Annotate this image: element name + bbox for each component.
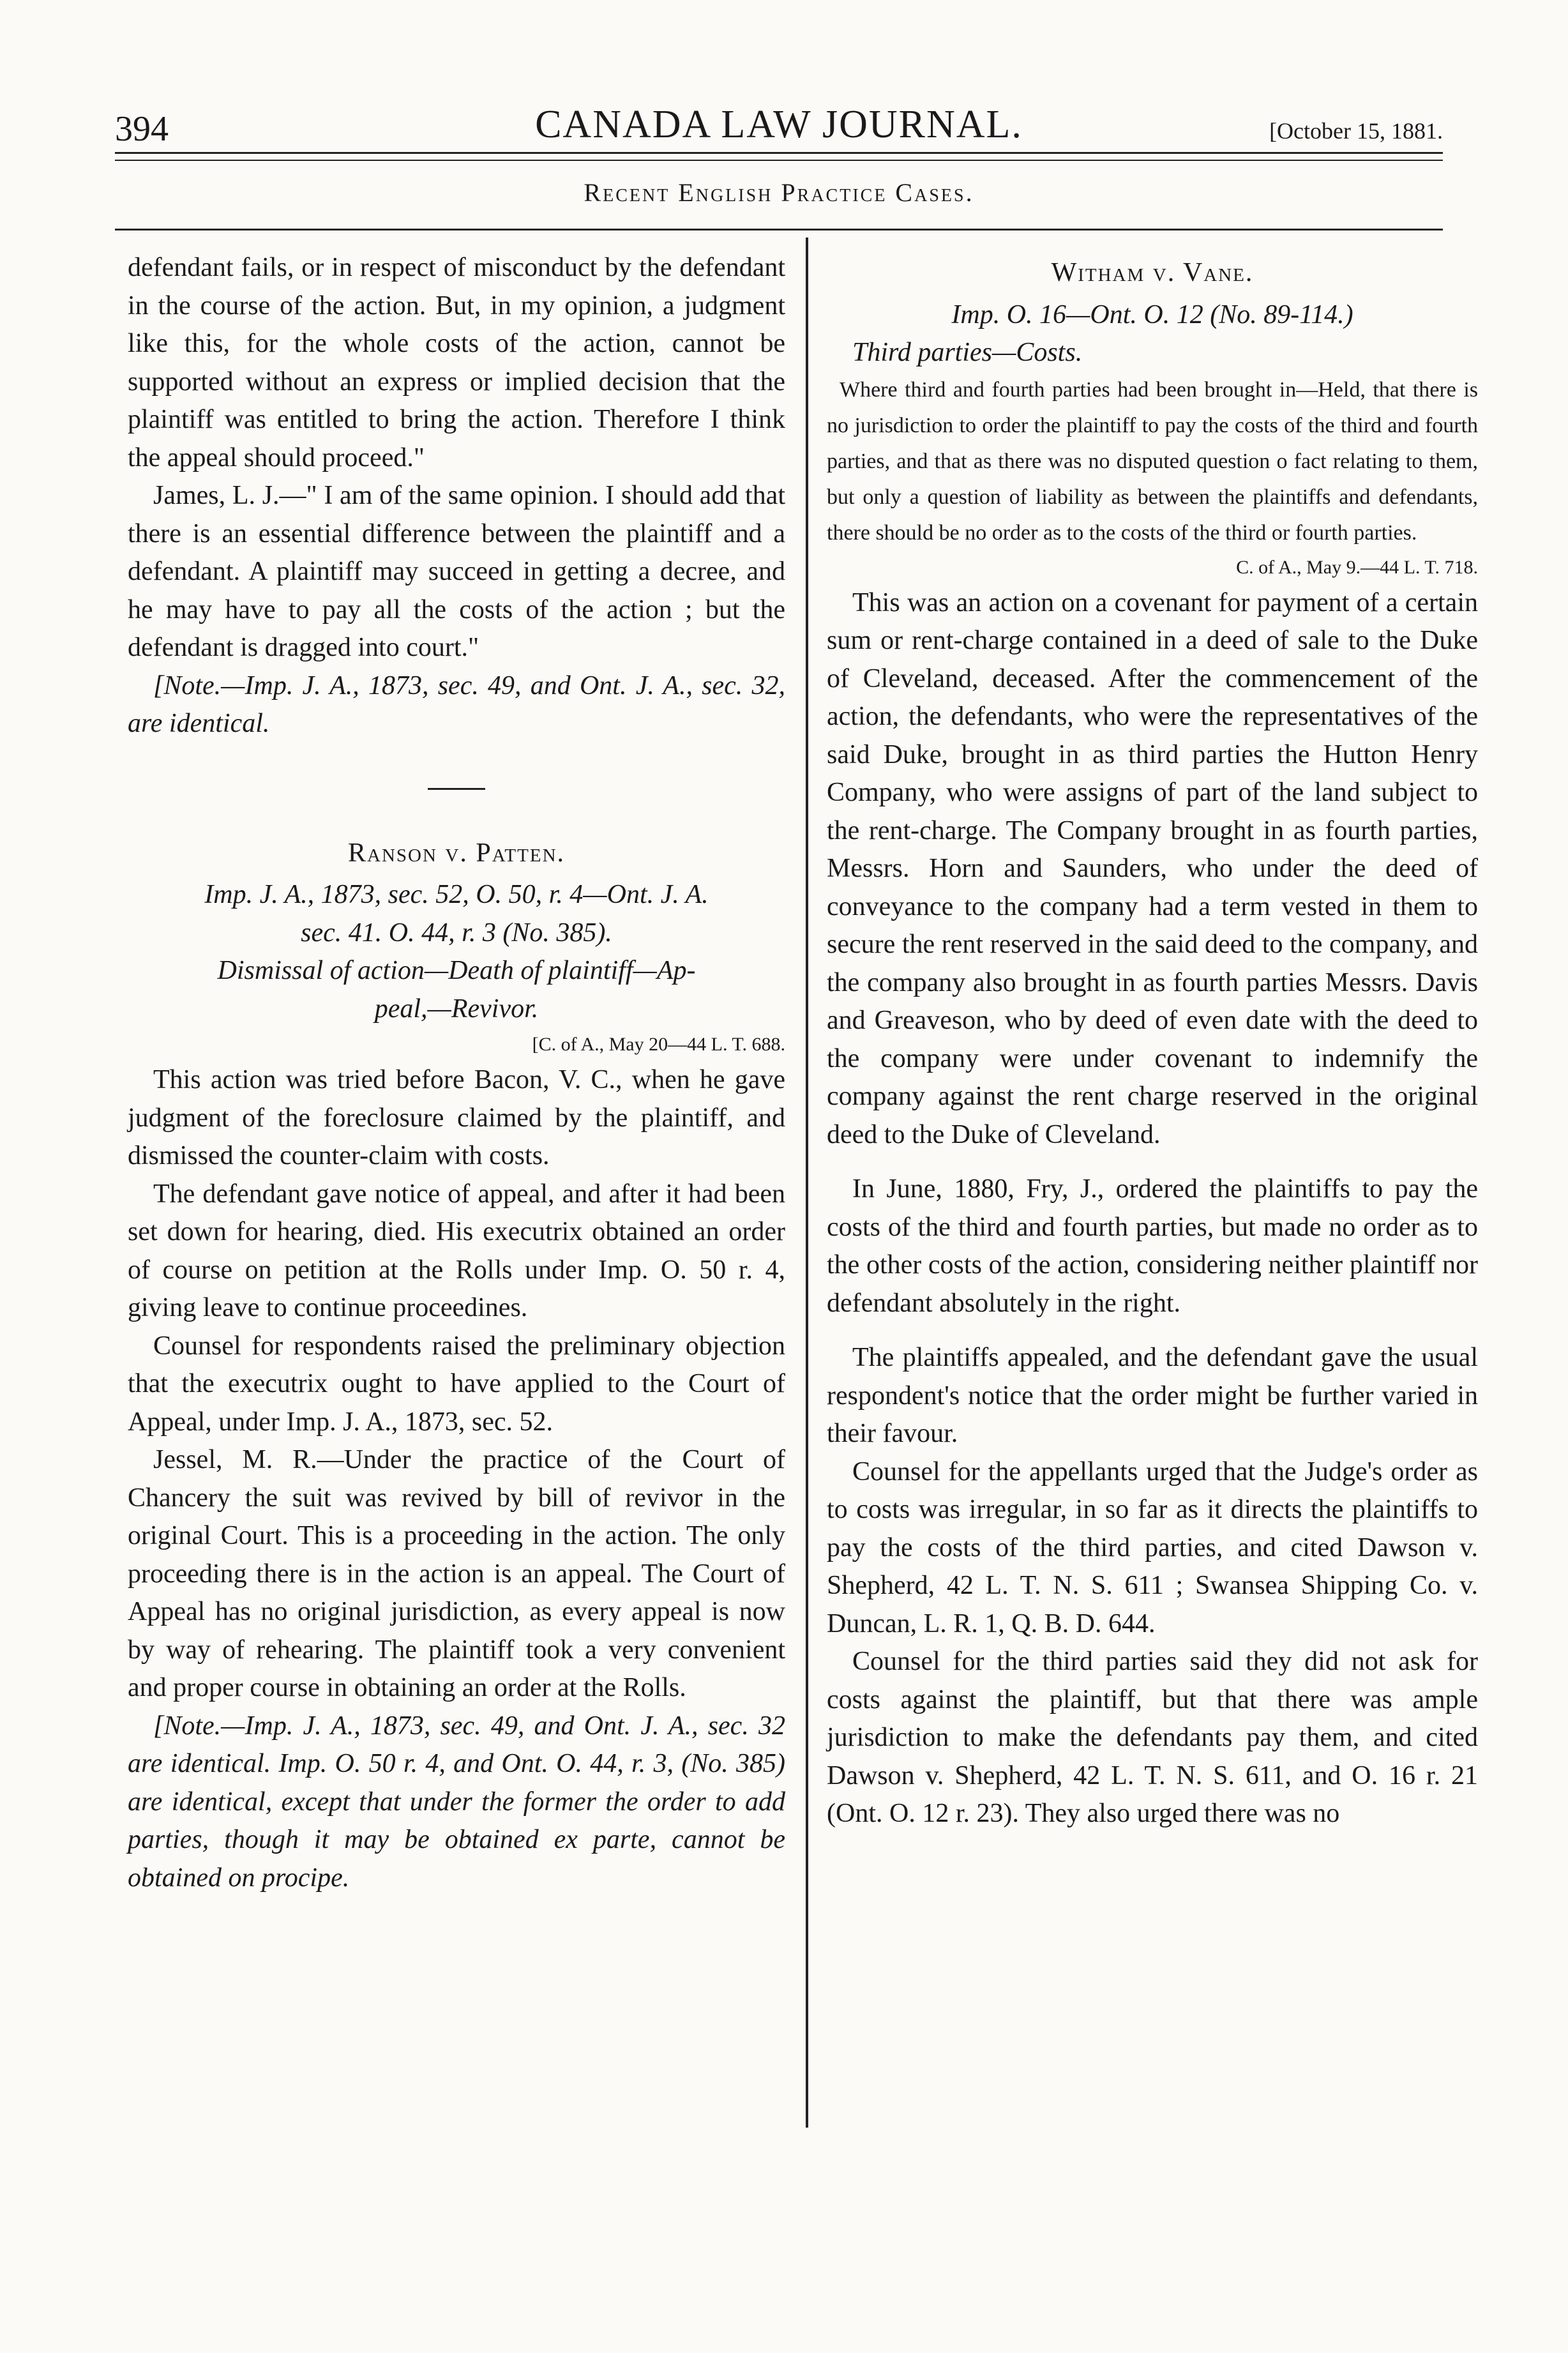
case-citation: [C. of A., May 20—44 L. T. 688. [532,1034,785,1055]
case-topic: peal,—Revivor. [374,994,539,1024]
paragraph: Jessel, M. R.—Under the practice of the Court of Chancery the suit was revived by bill of revivor in the original Court. This is a proceeding in the action. The only proceeding there is in the action is an appeal. The Court of Appeal has no original jurisdiction, as every appeal is now by way of rehearing. The plaintiff took a very convenient and proper course in obtaining an order at the Rolls. [128,1445,785,1702]
paragraph: Counsel for the appellants urged that the Judge's order as to costs was irregular, in so far as it directs the plaintiffs to pay the costs of the third parties, and cited Dawson v. Shepherd, 42 L. T. N. S. 611 ; Swansea Shipping Co. v. Duncan, L. R. 1, Q. B. D. 644. [827,1456,1478,1638]
paragraph: This was an action on a covenant for payment of a certain sum or rent-charge contained in a deed of sale to the Duke of Cleveland, deceased. After the commencement of the action, the defendants, who were the representatives of the said Duke, brought in as third parties the Hutton Henry Company, who were assigns of part of the land subject to the rent-charge. The Company brought in as fourth parties, Messrs. Horn and Saunders, who under the deed of conveyance to the company had a term vested in them to secure the rent reserved in the said deed to the company, and the company also brought in as fourth parties Messrs. Davis and Greaveson, who by deed of even date with the deed to the company were under covenant to indemnify the company against the rent charge reserved in the original deed to the Duke of Cleveland. [827,587,1478,1149]
paragraph: The defendant gave notice of appeal, and after it had been set down for hearing, died. His executrix obtained an order of course on petition at the Rolls under Imp. O. 50 r. 4, giving leave to continue proceedines. [128,1179,785,1322]
case-title: Ranson v. Patten. [347,838,566,868]
header-rule [115,152,1443,154]
page-number: 394 [115,109,169,149]
editor-note: [Note.—Imp. J. A., 1873, sec. 49, and Ont. J. A., sec. 32, are identical. [128,670,785,738]
paragraph: This action was tried before Bacon, V. C., when he gave judgment of the foreclosure claimed by the plaintiff, and dismissed the counter-claim with costs. [128,1065,785,1170]
case-topic: Dismissal of action—Death of plaintiff—Ap- [217,956,696,985]
paragraph: James, L. J.—" I am of the same opinion. I should add that there is an essential difference between the plaintiff and a defendant. A plaintiff may succeed in getting a decree, and he may have to pay all the costs of the action ; but the defendant is dragged into court." [128,481,785,662]
case-topic: Third parties—Costs. [852,338,1083,367]
headnote: Where third and fourth parties had been brought in—Held, that there is no jurisdiction to order the plaintiff to pay the costs of the third and fourth parties, and that as there was no disputed question o fact relating to them, but only a question of liability as between the plaintiffs and defendants, there should be no order as to the costs of the third or fourth parties. [827,377,1478,545]
paragraph: Counsel for the third parties said they did not ask for costs against the plaintiff, but that there was ample jurisdiction to make the defendants pay them, and cited Dawson v. Shepherd, 42 L. T. N. S. 611, and O. 16 r. 21 (Ont. O. 12 r. 23). They also urged there was no [827,1647,1478,1828]
left-column [128,249,785,1897]
issue-date: [October 15, 1881. [1269,118,1443,144]
header-rule-thin [115,160,1443,161]
case-citation: C. of A., May 9.—44 L. T. 718. [1236,556,1478,578]
spacer [827,1322,1478,1339]
paragraph: The plaintiffs appealed, and the defendant gave the usual respondent's notice that the order might be further varied in their favour. [827,1343,1478,1448]
section-rule [115,229,1443,231]
spacer [827,1154,1478,1170]
editor-note: [Note.—Imp. J. A., 1873, sec. 49, and Ont. J. A., sec. 32 are identical. Imp. O. 50 r. 4, and Ont. O. 44, r. 3, (No. 385) are identical, except that under the former the order to add parties, though it may be obtained ex parte, cannot be obtained on procipe. [128,1711,785,1893]
case-separator [428,788,485,790]
section-title: Recent English Practice Cases. [584,178,974,207]
paragraph: Counsel for respondents raised the preliminary objection that the executrix ought to have applied to the Court of Appeal, under Imp. J. A., 1873, sec. 52. [128,1331,785,1437]
journal-title: CANADA LAW JOURNAL. [535,103,1023,146]
right-column [827,249,1478,1833]
column-divider [806,238,808,2128]
paragraph: In June, 1880, Fry, J., ordered the plaintiffs to pay the costs of the third and fourth parties, but made no order as to the other costs of the action, considering neither plaintiff nor defendant absolutely in the right. [827,1174,1478,1318]
case-reference: sec. 41. O. 44, r. 3 (No. 385). [301,918,612,948]
paragraph: defendant fails, or in respect of misconduct by the defendant in the course of the action. But, in my opinion, a judgment like this, for the whole costs of the action, cannot be supported without an express or implied decision that the plaintiff was entitled to bring the action. Therefore I think the appeal should proceed." [128,253,785,473]
page-header [115,102,1443,153]
case-reference: Imp. O. 16—Ont. O. 12 (No. 89-114.) [951,299,1353,329]
case-title: Witham v. Vane. [1051,258,1254,287]
case-reference: Imp. J. A., 1873, sec. 52, O. 50, r. 4—Ont. J. A. [204,880,709,909]
